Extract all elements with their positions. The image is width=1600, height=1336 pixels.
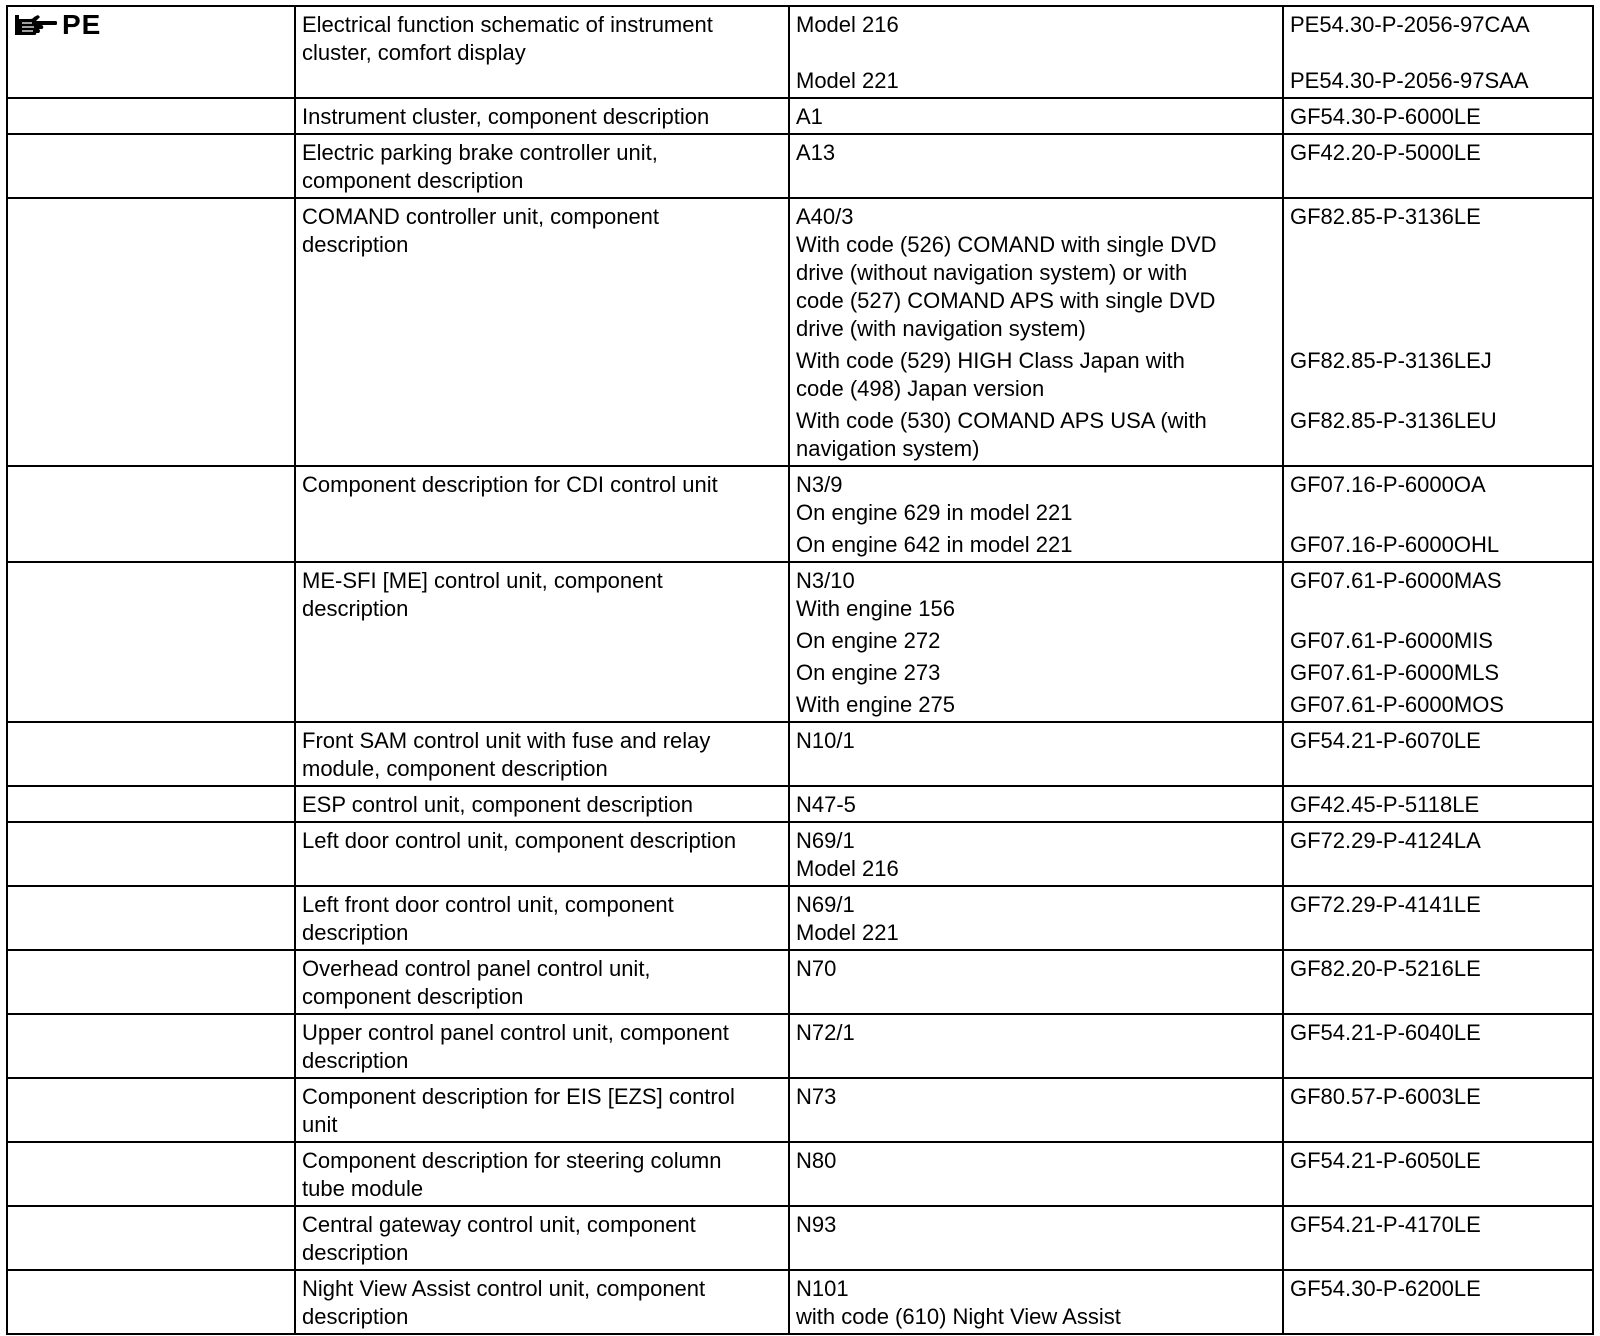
document-code-cell (1283, 466, 1593, 562)
condition-cell (789, 950, 1283, 1014)
document-code-cell (1283, 950, 1593, 1014)
marker-cell (7, 134, 295, 198)
condition-cell (789, 722, 1283, 786)
description-line: Component description for CDI control unit (302, 472, 718, 497)
document-code-cell (1283, 562, 1593, 722)
document-code: GF82.85-P-3136LEU (1290, 408, 1497, 433)
description-cell (295, 786, 789, 822)
document-code-cell (1283, 1142, 1593, 1206)
table-row (7, 1014, 1593, 1078)
condition-line: N93 (796, 1212, 837, 1237)
condition-line: with code (610) Night View Assist (796, 1304, 1121, 1329)
document-code: GF07.61-P-6000MAS (1290, 568, 1502, 593)
description-cell (295, 1014, 789, 1078)
description-line: Left door control unit, component description (302, 828, 737, 853)
condition-line: N101 (796, 1276, 849, 1301)
description-cell (295, 822, 789, 886)
description-line: Component description for steering column (302, 1148, 722, 1173)
description-line: description (302, 1240, 409, 1265)
description-line: ME-SFI [ME] control unit, component (302, 568, 663, 593)
document-code-cell (1283, 886, 1593, 950)
description-cell (295, 466, 789, 562)
condition-line: N47-5 (796, 792, 856, 817)
description-line: description (302, 232, 409, 257)
condition-line: N72/1 (796, 1020, 855, 1045)
description-line: Electrical function schematic of instrument (302, 12, 713, 37)
condition-line: drive (without navigation system) or with (796, 260, 1188, 285)
document-code: GF07.16-P-6000OHL (1290, 532, 1500, 557)
description-line: component description (302, 984, 524, 1009)
document-code: GF82.20-P-5216LE (1290, 956, 1481, 981)
description-line: cluster, comfort display (302, 40, 526, 65)
condition-cell (789, 822, 1283, 886)
description-line: component description (302, 168, 524, 193)
description-line: Component description for EIS [EZS] control (302, 1084, 735, 1109)
pe-marker (14, 11, 288, 39)
document-code: GF07.61-P-6000MLS (1290, 660, 1500, 685)
table-row (7, 562, 1593, 722)
description-cell (295, 98, 789, 134)
condition-cell (789, 1078, 1283, 1142)
condition-line: N69/1 (796, 892, 855, 917)
description-line: Night View Assist control unit, component (302, 1276, 706, 1301)
document-code: GF54.30-P-6200LE (1290, 1276, 1481, 1301)
condition-cell (789, 1014, 1283, 1078)
table-body (7, 6, 1593, 1334)
condition-line: On engine 642 in model 221 (796, 532, 1073, 557)
document-code: GF54.21-P-6040LE (1290, 1020, 1481, 1045)
table-row (7, 1206, 1593, 1270)
table-row (7, 134, 1593, 198)
document-code: GF54.21-P-6070LE (1290, 728, 1481, 753)
description-line: tube module (302, 1176, 424, 1201)
document-code-cell (1283, 134, 1593, 198)
condition-line: N80 (796, 1148, 837, 1173)
condition-line: Model 216 (796, 856, 899, 881)
document-code: GF07.61-P-6000MIS (1290, 628, 1493, 653)
condition-line: With engine 275 (796, 692, 955, 717)
document-code: GF54.30-P-6000LE (1290, 104, 1481, 129)
description-line: module, component description (302, 756, 608, 781)
condition-line: With engine 156 (796, 596, 955, 621)
description-line: Left front door control unit, component (302, 892, 674, 917)
document-code-cell (1283, 786, 1593, 822)
description-line: unit (302, 1112, 338, 1137)
marker-cell (7, 1270, 295, 1334)
condition-line: A13 (796, 140, 836, 165)
document-code-cell (1283, 6, 1593, 98)
description-line: description (302, 1304, 409, 1329)
condition-line: A40/3 (796, 204, 854, 229)
description-cell (295, 950, 789, 1014)
table-row (7, 1142, 1593, 1206)
condition-line: code (527) COMAND APS with single DVD (796, 288, 1216, 313)
condition-cell (789, 198, 1283, 466)
marker-cell (7, 786, 295, 822)
document-code: GF42.20-P-5000LE (1290, 140, 1481, 165)
description-cell (295, 1270, 789, 1334)
table-row (7, 1078, 1593, 1142)
document-code: PE54.30-P-2056-97CAA (1290, 12, 1530, 37)
condition-line: N3/9 (796, 472, 843, 497)
table-row (7, 1270, 1593, 1334)
condition-line: code (498) Japan version (796, 376, 1045, 401)
document-code: GF07.16-P-6000OA (1290, 472, 1486, 497)
marker-cell (7, 822, 295, 886)
condition-line: With code (530) COMAND APS USA (with (796, 408, 1207, 433)
condition-line: On engine 629 in model 221 (796, 500, 1073, 525)
description-line: Instrument cluster, component description (302, 104, 710, 129)
condition-line: With code (529) HIGH Class Japan with (796, 348, 1185, 373)
condition-cell (789, 1270, 1283, 1334)
condition-line: With code (526) COMAND with single DVD (796, 232, 1217, 257)
document-code-cell (1283, 98, 1593, 134)
description-line: Central gateway control unit, component (302, 1212, 696, 1237)
description-line: Front SAM control unit with fuse and relay (302, 728, 711, 753)
condition-cell (789, 466, 1283, 562)
marker-cell (7, 466, 295, 562)
document-code-cell (1283, 198, 1593, 466)
condition-line: Model 216 (796, 12, 899, 37)
description-cell (295, 722, 789, 786)
condition-cell (789, 134, 1283, 198)
condition-cell (789, 98, 1283, 134)
marker-cell (7, 950, 295, 1014)
marker-cell (7, 722, 295, 786)
document-code: GF42.45-P-5118LE (1290, 792, 1480, 817)
marker-cell (7, 562, 295, 722)
condition-line: N70 (796, 956, 837, 981)
condition-line: Model 221 (796, 920, 899, 945)
description-line: Overhead control panel control unit, (302, 956, 651, 981)
document-code: GF07.61-P-6000MOS (1290, 692, 1504, 717)
description-cell (295, 6, 789, 98)
condition-cell (789, 6, 1283, 98)
document-code-cell (1283, 1206, 1593, 1270)
condition-line: A1 (796, 104, 823, 129)
condition-line: N73 (796, 1084, 837, 1109)
condition-line: On engine 272 (796, 628, 941, 653)
marker-cell (7, 886, 295, 950)
marker-cell (7, 1142, 295, 1206)
description-cell (295, 1206, 789, 1270)
description-line: description (302, 920, 409, 945)
description-line: COMAND controller unit, component (302, 204, 660, 229)
description-line: description (302, 1048, 409, 1073)
document-code: GF54.21-P-6050LE (1290, 1148, 1481, 1173)
table-row (7, 822, 1593, 886)
table-row (7, 950, 1593, 1014)
description-cell (295, 134, 789, 198)
table-row (7, 98, 1593, 134)
reference-table (6, 5, 1594, 1335)
description-cell (295, 1142, 789, 1206)
description-cell (295, 198, 789, 466)
condition-cell (789, 886, 1283, 950)
document-code: GF54.21-P-4170LE (1290, 1212, 1481, 1237)
marker-cell (7, 98, 295, 134)
description-line: description (302, 596, 409, 621)
table-row (7, 786, 1593, 822)
condition-line: On engine 273 (796, 660, 941, 685)
marker-cell (7, 6, 295, 98)
table-row (7, 6, 1593, 98)
marker-cell (7, 1014, 295, 1078)
document-code: GF82.85-P-3136LEJ (1290, 348, 1492, 373)
condition-cell (789, 562, 1283, 722)
description-cell (295, 1078, 789, 1142)
document-code: GF82.85-P-3136LE (1290, 204, 1481, 229)
table-row (7, 722, 1593, 786)
condition-line: N69/1 (796, 828, 855, 853)
document-code-cell (1283, 822, 1593, 886)
condition-cell (789, 786, 1283, 822)
marker-cell (7, 1206, 295, 1270)
condition-line: drive (with navigation system) (796, 316, 1086, 341)
description-line: Upper control panel control unit, component (302, 1020, 729, 1045)
pe-label: PE (62, 9, 102, 40)
table-row (7, 886, 1593, 950)
condition-line: Model 221 (796, 68, 899, 93)
marker-cell (7, 198, 295, 466)
condition-cell (789, 1142, 1283, 1206)
document-code-cell (1283, 1270, 1593, 1334)
marker-cell (7, 1078, 295, 1142)
document-code-cell (1283, 1014, 1593, 1078)
table-row (7, 198, 1593, 466)
document-code: GF80.57-P-6003LE (1290, 1084, 1481, 1109)
document-code: PE54.30-P-2056-97SAA (1290, 68, 1529, 93)
description-line: ESP control unit, component description (302, 792, 693, 817)
document-code-cell (1283, 1078, 1593, 1142)
pointing-hand-icon (14, 13, 58, 37)
document-code: GF72.29-P-4124LA (1290, 828, 1481, 853)
description-line: Electric parking brake controller unit, (302, 140, 658, 165)
condition-cell (789, 1206, 1283, 1270)
document-code-cell (1283, 722, 1593, 786)
description-cell (295, 886, 789, 950)
description-cell (295, 562, 789, 722)
condition-line: N10/1 (796, 728, 855, 753)
condition-line: navigation system) (796, 436, 980, 461)
table-row (7, 466, 1593, 562)
condition-line: N3/10 (796, 568, 855, 593)
document-code: GF72.29-P-4141LE (1290, 892, 1481, 917)
